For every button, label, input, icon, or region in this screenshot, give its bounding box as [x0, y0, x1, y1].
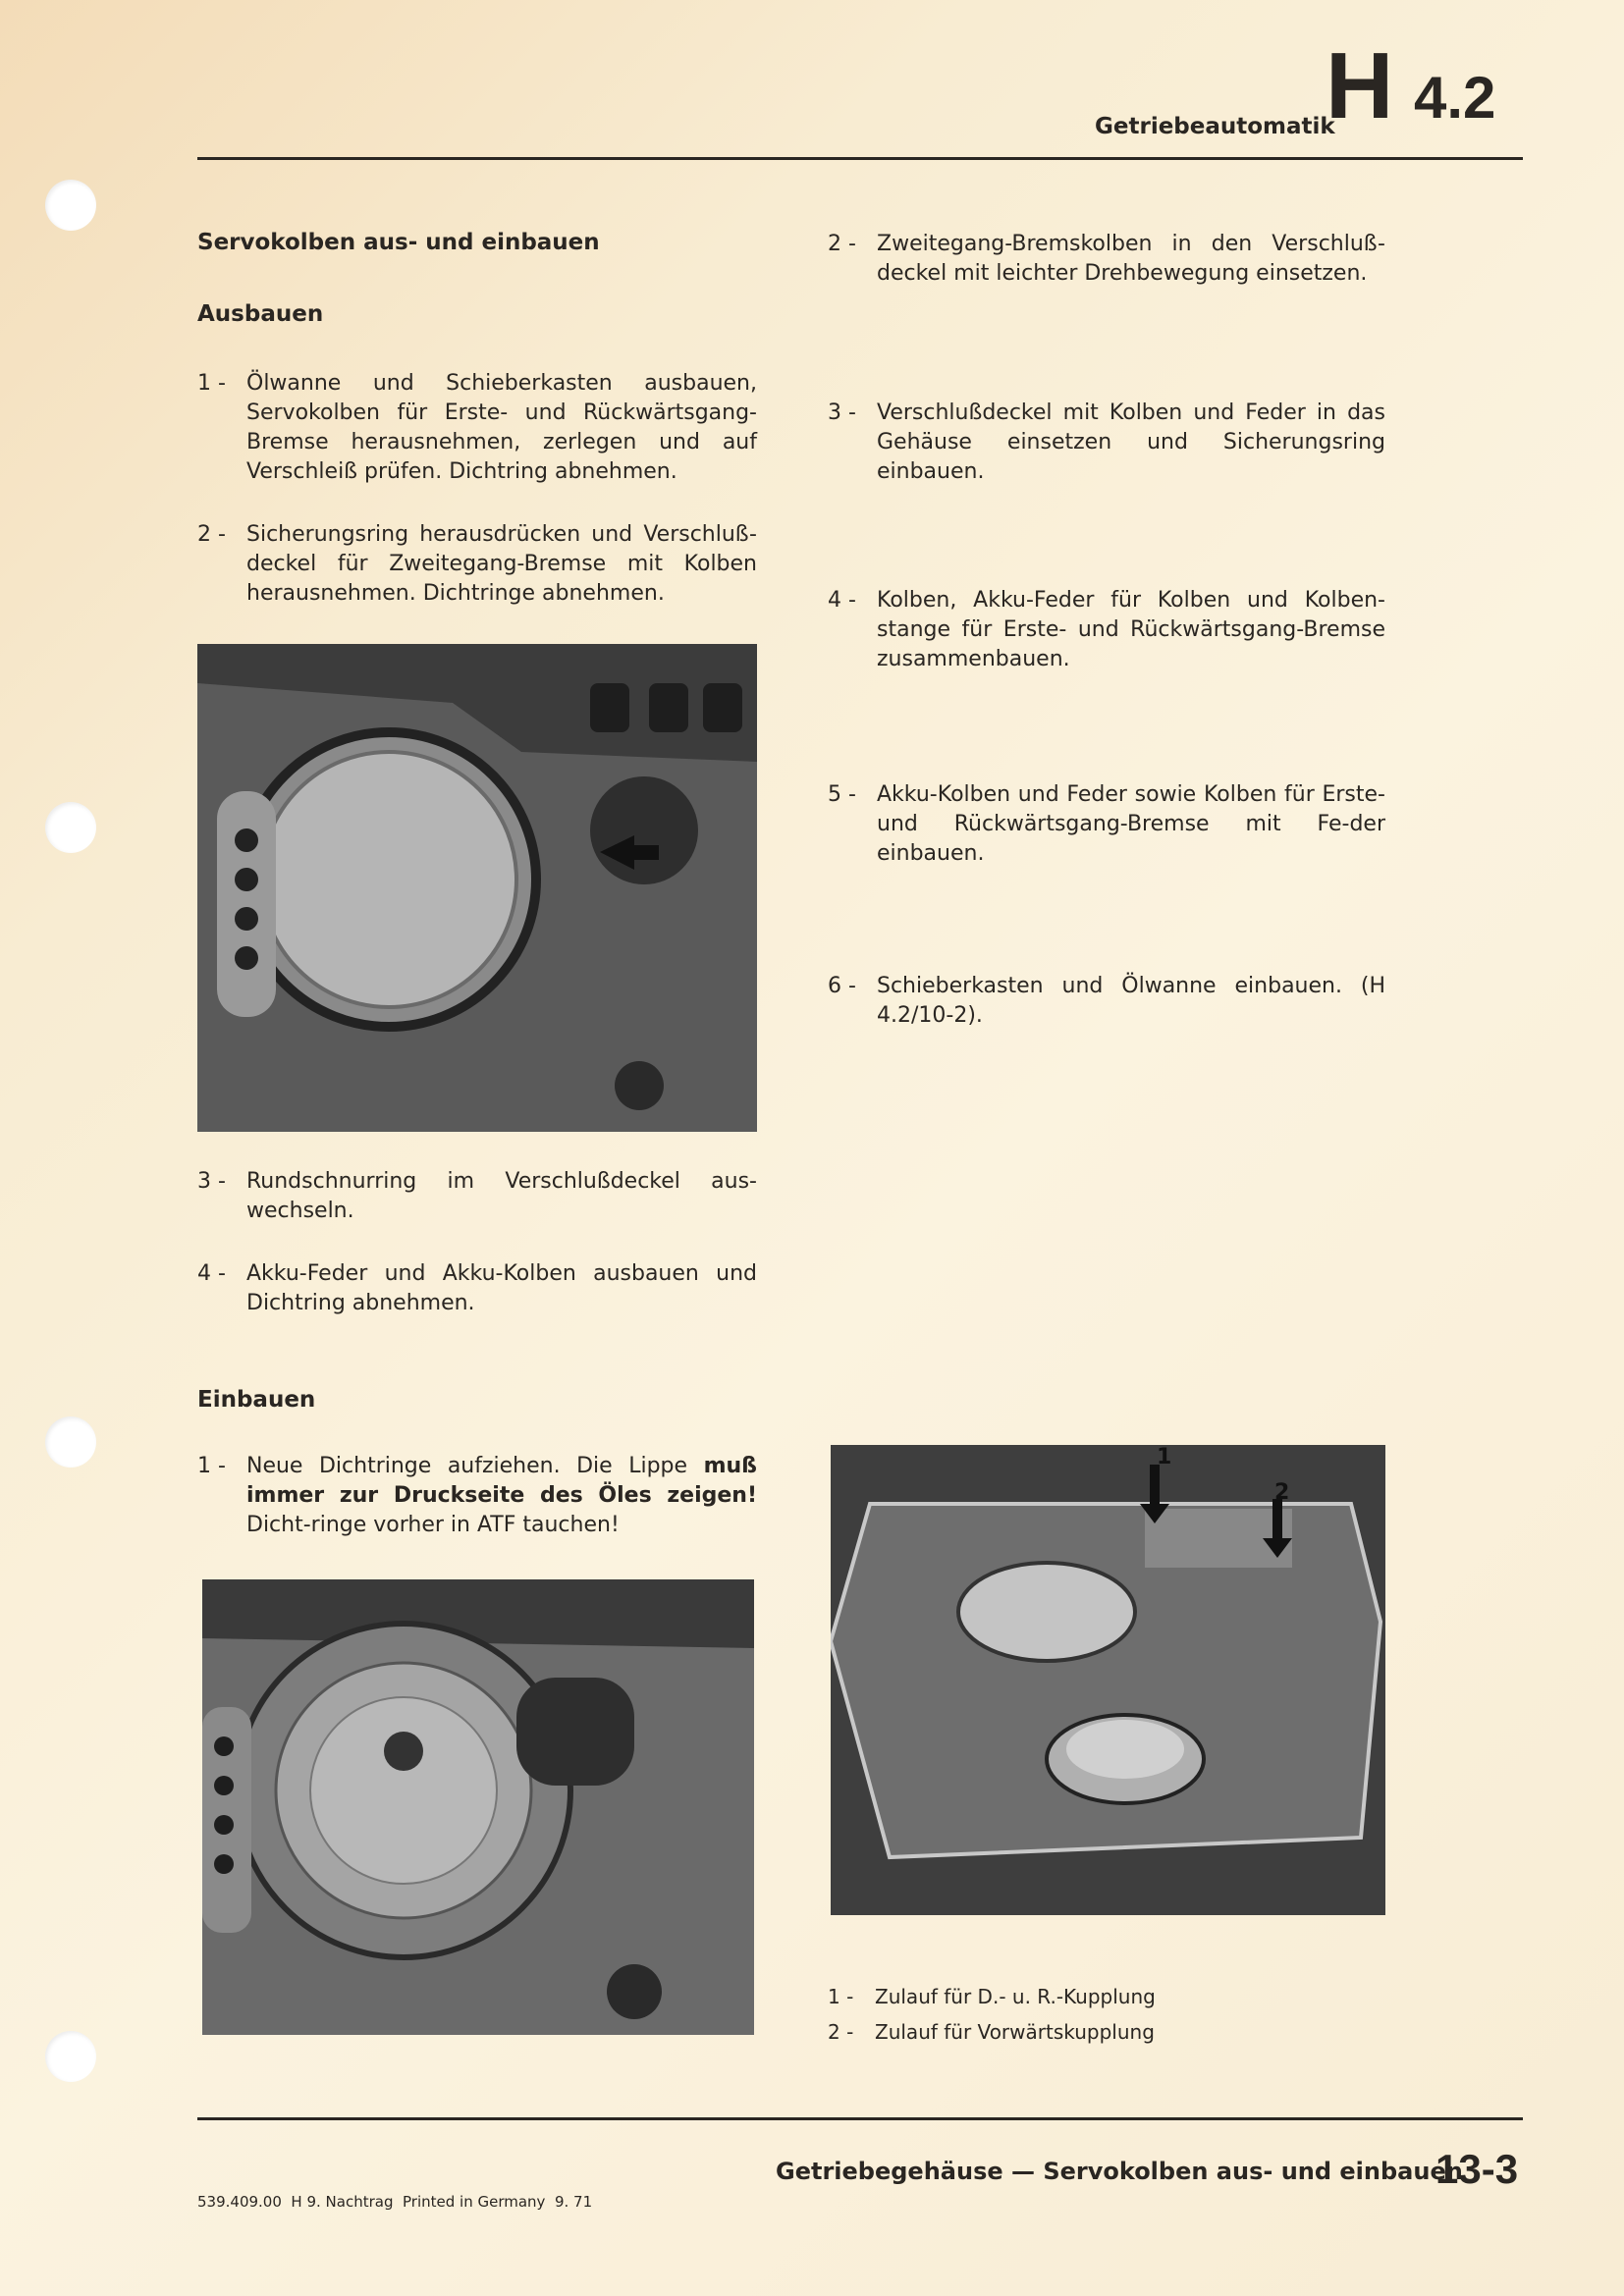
einbauen-step-5	[828, 780, 1385, 869]
group-letter: H	[1326, 33, 1394, 138]
caption-number: 1 -	[828, 1985, 854, 2008]
punch-hole	[45, 180, 96, 231]
callout-2: 2	[1274, 1480, 1290, 1505]
footer-rule	[197, 2117, 1523, 2120]
step-text	[246, 1452, 757, 1540]
step-number: 3 -	[197, 1169, 226, 1194]
step-number: 3 -	[828, 400, 856, 425]
caption-2	[828, 2020, 1155, 2044]
step-number: 1 -	[197, 1454, 226, 1478]
section-label: Getriebeautomatik	[1095, 114, 1335, 139]
step-text: Zweitegang-Bremskolben in den Verschluß-deckel mit leichter Drehbewegung einsetzen.	[877, 232, 1385, 286]
step-number: 2 -	[197, 522, 226, 547]
step-text-c: Dicht-ringe vorher in ATF tauchen!	[246, 1513, 620, 1537]
step-text: Schieberkasten und Ölwanne einbauen. (H 4.2/10-2).	[877, 974, 1385, 1028]
group-number: 4.2	[1414, 65, 1496, 131]
einbauen-heading: Einbauen	[197, 1387, 316, 1413]
ausbauen-step-4	[197, 1259, 757, 1318]
page-title: Servokolben aus- und einbauen	[197, 230, 600, 255]
ausbauen-step-1	[197, 369, 757, 487]
step-text-a: Neue Dichtringe aufziehen. Die Lippe	[246, 1454, 704, 1478]
step-text: Rundschnurring im Verschlußdeckel aus-wechseln.	[246, 1169, 757, 1223]
step-text: Akku-Feder und Akku-Kolben ausbauen und Dichtring abnehmen.	[246, 1261, 757, 1315]
photo-servo-cover-removed	[197, 644, 757, 1132]
punch-hole	[45, 2031, 96, 2082]
header-rule	[197, 157, 1523, 160]
caption-number: 2 -	[828, 2020, 854, 2044]
step-number: 4 -	[828, 588, 856, 613]
step-number: 4 -	[197, 1261, 226, 1286]
einbauen-step-4	[828, 586, 1385, 674]
ausbauen-heading: Ausbauen	[197, 301, 324, 327]
photo-illustration	[202, 1579, 754, 2035]
caption-text: Zulauf für D.- u. R.-Kupplung	[875, 1985, 1156, 2008]
print-info: 539.409.00 H 9. Nachtrag Printed in Germany 9. 71	[197, 2193, 593, 2211]
ausbauen-step-2	[197, 520, 757, 609]
step-text: Sicherungsring herausdrücken und Verschluß-deckel für Zweitegang-Bremse mit Kolben herausnehmen. Dichtringe abnehmen.	[246, 522, 757, 606]
step-text-warning: muß immer zur Druckseite des Öles zeigen!	[246, 1454, 757, 1508]
photo-illustration	[831, 1445, 1385, 1915]
footer-title: Getriebegehäuse — Servokolben aus- und einbauen	[776, 2158, 1463, 2185]
step-number: 2 -	[828, 232, 856, 256]
step-number: 1 -	[197, 371, 226, 396]
einbauen-step-1	[197, 1452, 757, 1540]
step-number: 5 -	[828, 782, 856, 807]
step-text: Verschlußdeckel mit Kolben und Feder in das Gehäuse einsetzen und Sicherungsring einbauen.	[877, 400, 1385, 484]
ausbauen-step-3	[197, 1167, 757, 1226]
step-number: 6 -	[828, 974, 856, 998]
caption-1	[828, 1985, 1156, 2008]
punch-hole	[45, 802, 96, 853]
einbauen-step-6	[828, 972, 1385, 1031]
caption-text: Zulauf für Vorwärtskupplung	[875, 2020, 1155, 2044]
einbauen-step-2	[828, 230, 1385, 289]
page-number: 13-3	[1435, 2146, 1519, 2192]
photo-transmission-housing	[831, 1445, 1385, 1915]
step-text: Ölwanne und Schieberkasten ausbauen, Servokolben für Erste- und Rückwärtsgang-Bremse herausnehmen, zerlegen und auf Verschleiß prüfen. Dichtring abnehmen.	[246, 371, 757, 484]
step-text: Kolben, Akku-Feder für Kolben und Kolben-stange für Erste- und Rückwärtsgang-Bremse zusammenbauen.	[877, 588, 1385, 671]
einbauen-step-3	[828, 399, 1385, 487]
photo-illustration	[197, 644, 757, 1132]
callout-1: 1	[1157, 1445, 1172, 1469]
photo-servo-cover-installed	[202, 1579, 754, 2035]
step-text: Akku-Kolben und Feder sowie Kolben für Erste- und Rückwärtsgang-Bremse mit Fe-der einbauen.	[877, 782, 1385, 866]
punch-hole	[45, 1416, 96, 1468]
